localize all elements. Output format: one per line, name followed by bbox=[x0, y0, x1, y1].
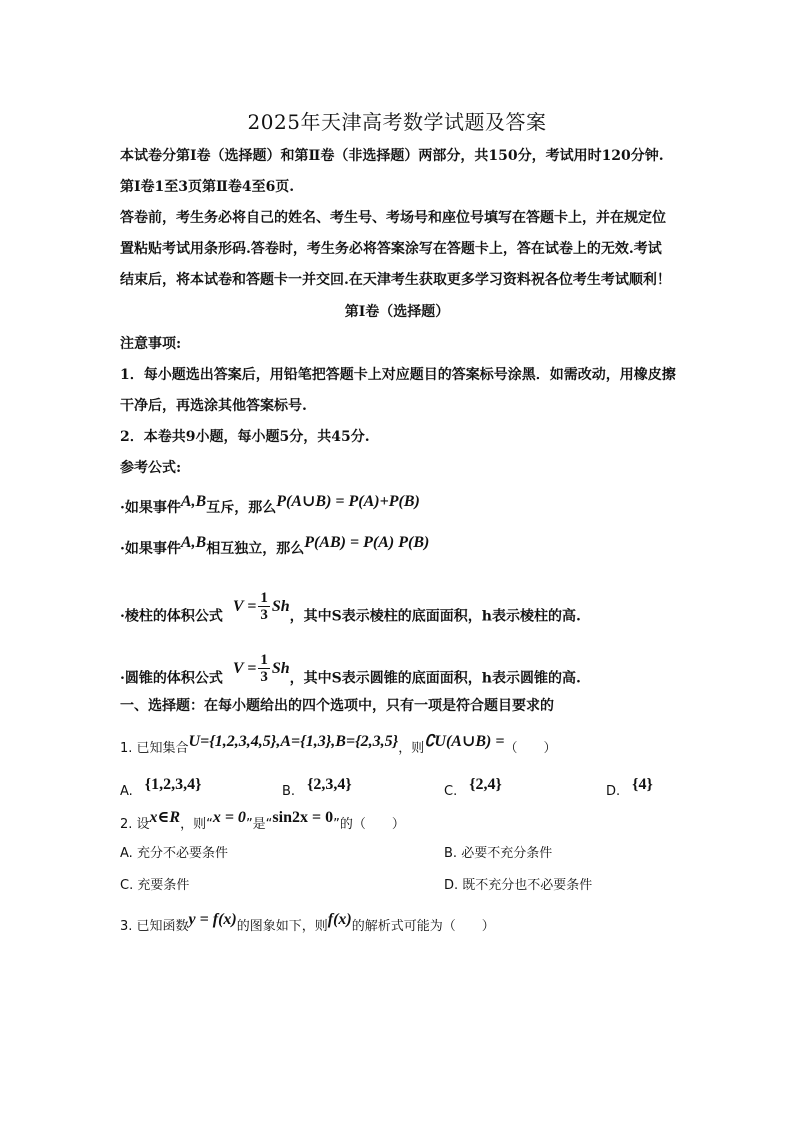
formula-2-expr: P(AB) = P(A) P(B) bbox=[304, 534, 430, 551]
option-label: B. bbox=[444, 846, 458, 861]
formula-3-rhs: Sh bbox=[271, 597, 290, 615]
question-2-option-b[interactable] bbox=[444, 842, 552, 861]
formula-prism-volume bbox=[120, 590, 581, 633]
part1-heading: 第Ⅰ卷（选择题） bbox=[344, 304, 450, 320]
question-2-mid-1: ，则“ bbox=[180, 817, 213, 832]
question-2 bbox=[120, 809, 405, 835]
option-label: B. bbox=[282, 784, 296, 799]
formula-3-denominator: 3 bbox=[260, 607, 268, 623]
option-label: C. bbox=[444, 784, 458, 799]
formula-3-fraction bbox=[258, 590, 270, 623]
option-value: {2,4} bbox=[469, 776, 502, 793]
formula-4-prefix: ·圆锥的体积公式 bbox=[120, 670, 223, 687]
question-2-mid-2: ”是“ bbox=[245, 817, 273, 832]
formula-2-prefix: ·如果事件 bbox=[120, 541, 181, 557]
question-1-paren: （ ） bbox=[504, 741, 557, 756]
formula-1-mid: 互斥，那么 bbox=[206, 500, 277, 516]
formula-cone-volume bbox=[120, 652, 581, 695]
option-value: {2,3,4} bbox=[307, 776, 352, 793]
formula-3-suffix: ，其中S表示棱柱的底面面积，h表示棱柱的高. bbox=[289, 608, 581, 625]
option-label: C. bbox=[120, 878, 134, 893]
option-value: 必要不充分条件 bbox=[461, 846, 553, 861]
option-label: A. bbox=[120, 846, 133, 861]
question-3-expr-2: f(x) bbox=[327, 911, 352, 928]
notes-heading: 注意事项: bbox=[120, 336, 182, 352]
question-1-sets: U={1,2,3,4,5},A={1,3},B={2,3,5} bbox=[188, 733, 399, 750]
formula-2-mid: 相互独立，那么 bbox=[206, 541, 305, 557]
option-label: D. bbox=[606, 784, 621, 799]
question-1 bbox=[120, 733, 557, 759]
formula-1-expr: P(A∪B) = P(A)+P(B) bbox=[276, 493, 420, 510]
question-2-option-a[interactable] bbox=[120, 842, 228, 861]
formula-4-denominator: 3 bbox=[260, 669, 268, 685]
question-1-option-a[interactable] bbox=[120, 776, 202, 800]
intro-line-4: 置粘贴考试用条形码.答卷时，考生务必将答案涂写在答题卡上，答在试卷上的无效.考试 bbox=[120, 241, 662, 257]
formulas-heading: 参考公式: bbox=[120, 460, 182, 476]
question-1-prefix: 1. 已知集合 bbox=[120, 741, 189, 756]
question-3-prefix: 3. 已知函数 bbox=[120, 919, 189, 934]
question-1-mid: ，则 bbox=[398, 741, 425, 756]
formula-4-lhs: V = bbox=[232, 659, 257, 677]
question-2-expr-1: x∈R bbox=[149, 809, 181, 826]
question-2-option-c[interactable] bbox=[120, 874, 189, 893]
page-title: 2025年天津高考数学试题及答案 bbox=[247, 110, 547, 134]
question-2-suffix: ”的（ ） bbox=[333, 817, 405, 832]
option-label: A. bbox=[120, 784, 133, 799]
option-value: {4} bbox=[632, 776, 653, 793]
option-value: 充要条件 bbox=[137, 878, 190, 893]
question-3-suffix: 的解析式可能为（ ） bbox=[351, 919, 495, 934]
question-2-prefix: 2. 设 bbox=[120, 817, 150, 832]
formula-3-numerator: 1 bbox=[260, 590, 268, 606]
formula-independent-events bbox=[120, 534, 430, 559]
section-1-heading: 一、选择题：在每小题给出的四个选项中，只有一项是符合题目要求的 bbox=[120, 698, 554, 714]
formula-1-prefix: ·如果事件 bbox=[120, 500, 181, 516]
formula-1-vars: A,B bbox=[180, 493, 207, 510]
question-1-option-b[interactable] bbox=[282, 776, 352, 800]
formula-4-rhs: Sh bbox=[271, 659, 290, 677]
question-3 bbox=[120, 911, 495, 937]
option-value: {1,2,3,4} bbox=[144, 776, 202, 793]
question-1-complement: ∁U(A∪B) = bbox=[424, 733, 505, 750]
question-2-option-d[interactable] bbox=[444, 874, 592, 893]
notes-item-2: 2．本卷共9小题，每小题5分，共45分. bbox=[120, 429, 370, 445]
intro-line-1: 本试卷分第Ⅰ卷（选择题）和第Ⅱ卷（非选择题）两部分，共150分，考试用时120分钟. bbox=[120, 148, 664, 164]
formula-exclusive-events bbox=[120, 493, 420, 518]
intro-line-2: 第Ⅰ卷1至3页第Ⅱ卷4至6页. bbox=[120, 179, 295, 195]
option-value: 既不充分也不必要条件 bbox=[462, 878, 593, 893]
notes-item-1-line-2: 干净后，再选涂其他答案标号. bbox=[120, 398, 307, 414]
question-1-option-c[interactable] bbox=[444, 776, 502, 800]
formula-4-fraction bbox=[258, 652, 270, 685]
intro-line-5: 结束后，将本试卷和答题卡一并交回.在天津考生获取更多学习资料祝各位考生考试顺利！ bbox=[120, 272, 671, 288]
question-2-expr-3: sin2x = 0 bbox=[272, 809, 334, 826]
option-value: 充分不必要条件 bbox=[136, 846, 228, 861]
formula-2-vars: A,B bbox=[180, 534, 207, 551]
formula-4-numerator: 1 bbox=[260, 652, 268, 668]
question-1-option-d[interactable] bbox=[606, 776, 653, 800]
option-label: D. bbox=[444, 878, 459, 893]
intro-line-3: 答卷前，考生务必将自己的姓名、考生号、考场号和座位号填写在答题卡上，并在规定位 bbox=[120, 210, 666, 226]
formula-3-lhs: V = bbox=[232, 597, 257, 615]
question-3-expr-1: y = f(x) bbox=[188, 911, 237, 928]
question-2-expr-2: x = 0 bbox=[212, 809, 246, 826]
notes-item-1-line-1: 1．每小题选出答案后，用铅笔把答题卡上对应题目的答案标号涂黑．如需改动，用橡皮擦 bbox=[120, 367, 676, 383]
question-3-mid: 的图象如下，则 bbox=[236, 919, 328, 934]
formula-3-prefix: ·棱柱的体积公式 bbox=[120, 608, 223, 625]
formula-4-suffix: ，其中S表示圆锥的底面面积，h表示圆锥的高. bbox=[289, 670, 581, 687]
